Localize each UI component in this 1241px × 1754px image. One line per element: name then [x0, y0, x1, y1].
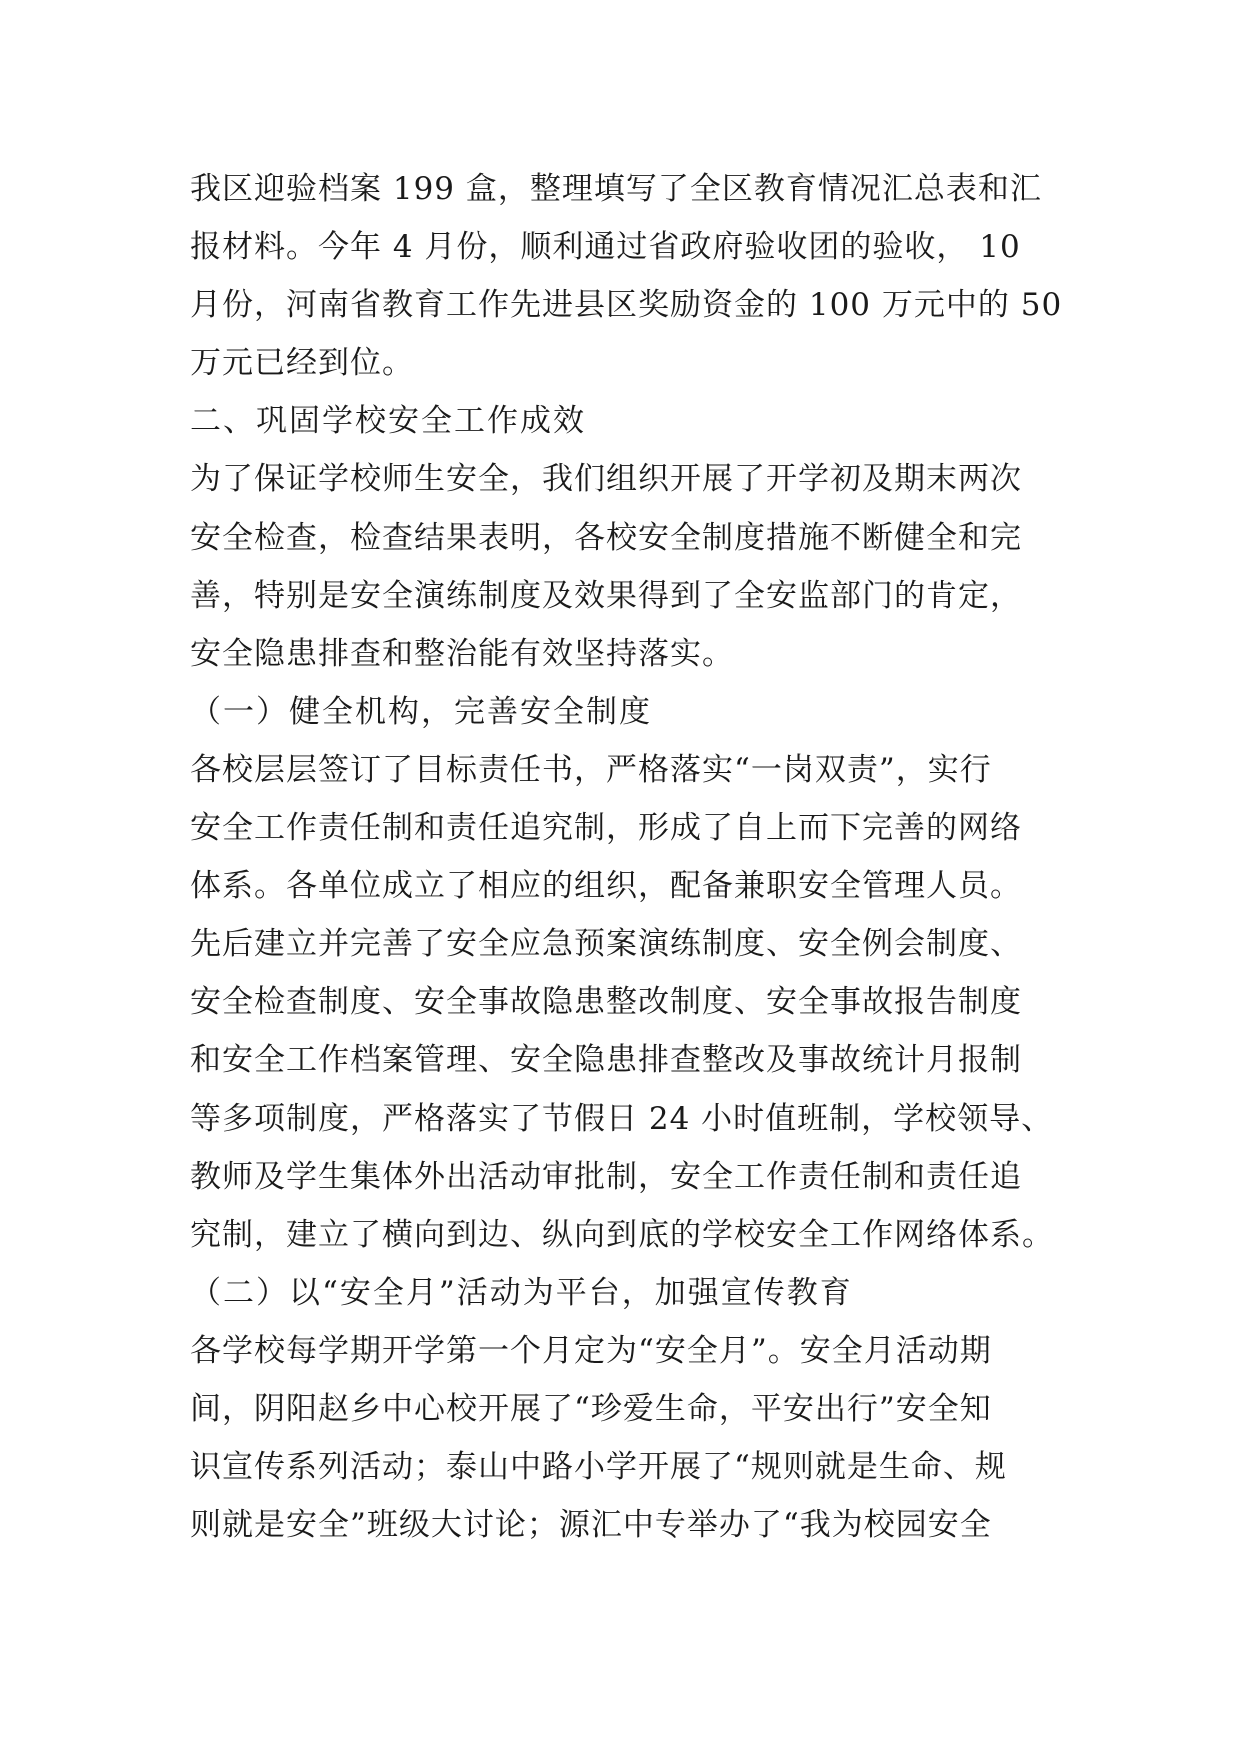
- document-body: [190, 160, 1063, 1554]
- text-line: 月份，河南省教育工作先进县区奖励资金的 100 万元中的 50: [190, 287, 1063, 324]
- text-line: 各校层层签订了目标责任书，严格落实“一岗双责”，实行: [190, 751, 992, 788]
- text-line: 安全检查制度、安全事故隐患整改制度、安全事故报告制度: [190, 984, 1022, 1021]
- text-line: 究制，建立了横向到边、纵向到底的学校安全工作网络体系。: [190, 1216, 1054, 1253]
- text-line: 安全工作责任制和责任追究制，形成了自上而下完善的网络: [190, 810, 1022, 847]
- text-line: 各学校每学期开学第一个月定为“安全月”。安全月活动期: [190, 1332, 992, 1369]
- text-line: 为了保证学校师生安全，我们组织开展了开学初及期末两次: [190, 461, 1022, 498]
- text-line: 则就是安全”班级大讨论；源汇中专举办了“我为校园安全: [190, 1507, 992, 1544]
- text-line: 安全隐患排查和整治能有效坚持落实。: [190, 635, 734, 672]
- text-line: 和安全工作档案管理、安全隐患排查整改及事故统计月报制: [190, 1042, 1022, 1079]
- text-line: 先后建立并完善了安全应急预案演练制度、安全例会制度、: [190, 926, 1022, 963]
- text-line: 识宣传系列活动；泰山中路小学开展了“规则就是生命、规: [190, 1449, 1007, 1486]
- text-line: 万元已经到位。: [190, 345, 414, 382]
- text-line: 我区迎验档案 199 盒，整理填写了全区教育情况汇总表和汇: [190, 171, 1042, 207]
- text-line: 安全检查，检查结果表明，各校安全制度措施不断健全和完: [190, 519, 1022, 556]
- text-line: 体系。各单位成立了相应的组织，配备兼职安全管理人员。: [190, 868, 1022, 905]
- subsection-heading: （二）以“安全月”活动为平台，加强宣传教育: [190, 1274, 853, 1311]
- text-line: 间，阴阳赵乡中心校开展了“珍爱生命，平安出行”安全知: [190, 1390, 992, 1427]
- text-line: 善，特别是安全演练制度及效果得到了全安监部门的肯定，: [190, 577, 1022, 614]
- text-line: 等多项制度，严格落实了节假日 24 小时值班制，学校领导、: [190, 1100, 1054, 1137]
- text-line: 教师及学生集体外出活动审批制，安全工作责任制和责任追: [190, 1158, 1022, 1195]
- text-line: 报材料。今年 4 月份，顺利通过省政府验收团的验收， 10: [190, 229, 1021, 266]
- section-heading: 二、巩固学校安全工作成效: [190, 403, 586, 440]
- subsection-heading: （一）健全机构，完善安全制度: [190, 693, 652, 730]
